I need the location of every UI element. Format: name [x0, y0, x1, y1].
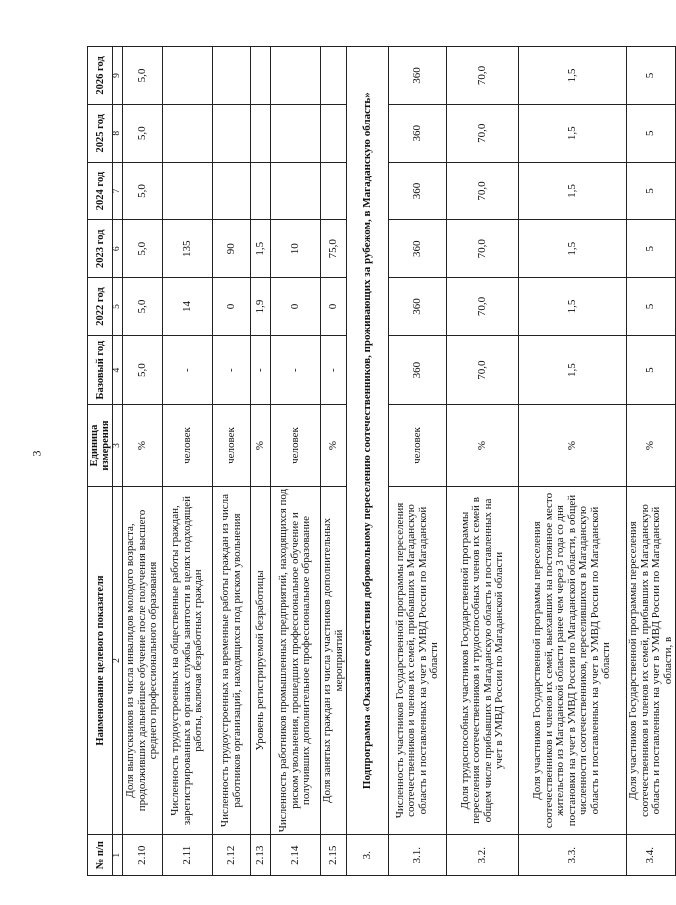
indicator-name: Доля трудоспособных участников Государственной программы переселения соотечественников и трудоспособных членов их семей в общем числе прибывших в Магаданскую область и поставленных на учет в УМВД России по Магаданской области	[447, 486, 519, 835]
value-2026	[321, 47, 347, 105]
value-2022: 1,9	[251, 278, 271, 336]
value-2024	[251, 162, 271, 220]
value-2026	[213, 47, 251, 105]
value-2024	[163, 162, 213, 220]
value-2023: 10	[271, 220, 321, 278]
header-2024: 2024 год	[88, 162, 113, 220]
column-index: 4	[113, 335, 123, 405]
unit: %	[251, 405, 271, 486]
row-num: 2.13	[251, 835, 271, 876]
unit: человек	[213, 405, 251, 486]
header-name: Наименование целевого показателя	[88, 486, 113, 835]
base-year-value: 5,0	[123, 335, 163, 405]
section-num: 3.	[347, 835, 389, 876]
section-title: Подпрограмма «Оказание содействия добровольному переселению соотечественников, проживающих за рубежом, в Магаданскую область»	[347, 47, 389, 835]
value-2026: 1,5	[519, 47, 627, 105]
unit: человек	[271, 405, 321, 486]
header-base: Базовый год	[88, 335, 113, 405]
row-num: 3.1.	[389, 835, 447, 876]
header-2025: 2025 год	[88, 104, 113, 162]
row-num: 2.11	[163, 835, 213, 876]
value-2024	[321, 162, 347, 220]
value-2026: 5,0	[123, 47, 163, 105]
value-2026: 70,0	[447, 47, 519, 105]
row-num: 3.2.	[447, 835, 519, 876]
value-2023: 70,0	[447, 220, 519, 278]
unit: %	[519, 405, 627, 486]
row-num: 3.3.	[519, 835, 627, 876]
column-index: 9	[113, 47, 123, 105]
indicators-table	[87, 46, 676, 876]
value-2022: 5,0	[123, 278, 163, 336]
value-2025: 70,0	[447, 104, 519, 162]
base-year-value: 70,0	[447, 335, 519, 405]
unit: человек	[163, 405, 213, 486]
column-index: 1	[113, 835, 123, 876]
value-2024	[213, 162, 251, 220]
value-2025	[321, 104, 347, 162]
value-2023: 5	[627, 220, 676, 278]
value-2022: 0	[213, 278, 251, 336]
column-index: 6	[113, 220, 123, 278]
base-year-value: -	[163, 335, 213, 405]
value-2023: 360	[389, 220, 447, 278]
value-2025: 5,0	[123, 104, 163, 162]
table-row	[627, 47, 676, 876]
value-2025: 360	[389, 104, 447, 162]
section-row	[347, 47, 389, 876]
value-2024: 1,5	[519, 162, 627, 220]
header-2026: 2026 год	[88, 47, 113, 105]
table-row	[321, 47, 347, 876]
value-2022: 70,0	[447, 278, 519, 336]
unit: %	[627, 405, 676, 486]
value-2024: 70,0	[447, 162, 519, 220]
unit: %	[321, 405, 347, 486]
rows-group-a	[123, 47, 347, 876]
value-2025	[213, 104, 251, 162]
value-2024: 360	[389, 162, 447, 220]
base-year-value: -	[321, 335, 347, 405]
indicators-table-container	[87, 46, 674, 876]
value-2023: 5,0	[123, 220, 163, 278]
value-2022: 360	[389, 278, 447, 336]
row-num: 2.12	[213, 835, 251, 876]
table-row	[519, 47, 627, 876]
table-row	[123, 47, 163, 876]
value-2022: 1,5	[519, 278, 627, 336]
base-year-value: -	[271, 335, 321, 405]
indicator-name: Численность участников Государственной программы переселения соотечественников и членов их семей, прибывших в Магаданскую область и поставленных на учет в УМВД России по Магаданской области	[389, 486, 447, 835]
row-num: 2.10	[123, 835, 163, 876]
unit: %	[123, 405, 163, 486]
base-year-value: 1,5	[519, 335, 627, 405]
value-2022: 0	[321, 278, 347, 336]
rows-group-b	[389, 47, 676, 876]
value-2022: 5	[627, 278, 676, 336]
value-2026	[271, 47, 321, 105]
header-row	[88, 47, 113, 876]
indicator-name: Доля выпускников из числа инвалидов молодого возраста, продолживших дальнейшее обучение после получения высшего среднего профессионального образования	[123, 486, 163, 835]
column-index-row	[113, 47, 123, 876]
indicator-name: Численность работников промышленных предприятий, находящихся под риском увольнения, прошедших профессиональное обучение и получивших дополнительное профессиональное образование	[271, 486, 321, 835]
indicator-name: Доля участников Государственной программы переселения соотечественников и членов их семей, выехавших на постоянное место жительство из Магаданской области ранее чем через 3 года со дня постановки на учет в УМВД России по Магаданской области, в общей численности соотечественников, переселившихся в Магаданскую область и поставленных на учет в УМВД России по Магаданской области	[519, 486, 627, 835]
row-num: 2.15	[321, 835, 347, 876]
row-num: 3.4.	[627, 835, 676, 876]
value-2024: 5	[627, 162, 676, 220]
column-index: 8	[113, 104, 123, 162]
value-2026	[251, 47, 271, 105]
value-2023: 75,0	[321, 220, 347, 278]
value-2023: 135	[163, 220, 213, 278]
value-2026	[163, 47, 213, 105]
unit: %	[447, 405, 519, 486]
table-row	[251, 47, 271, 876]
indicator-name: Численность трудоустроенных на временные работы граждан из числа работников организаций, находящихся под риском увольнения	[213, 486, 251, 835]
base-year-value: -	[251, 335, 271, 405]
value-2026: 360	[389, 47, 447, 105]
unit: человек	[389, 405, 447, 486]
value-2025: 1,5	[519, 104, 627, 162]
indicator-name: Численность трудоустроенных на общественные работы граждан, зарегистрированных в органах службы занятости в целях подходящей работы, включая безработных граждан	[163, 486, 213, 835]
table-row	[213, 47, 251, 876]
value-2025	[163, 104, 213, 162]
indicator-name: Уровень регистрируемой безработицы	[251, 486, 271, 835]
column-index: 5	[113, 278, 123, 336]
column-index: 3	[113, 405, 123, 486]
table-row	[389, 47, 447, 876]
value-2025: 5	[627, 104, 676, 162]
page-number: 3	[29, 450, 44, 457]
indicator-name: Доля участников Государственной программы переселения соотечественников и членов их семей, прибывших в Магаданскую область и поставленных на учет в УМВД России по Магаданской области, в	[627, 486, 676, 835]
value-2025	[271, 104, 321, 162]
base-year-value: 5	[627, 335, 676, 405]
header-unit: Единица измерения	[88, 405, 113, 486]
value-2024	[271, 162, 321, 220]
row-num: 2.14	[271, 835, 321, 876]
column-index: 7	[113, 162, 123, 220]
table-row	[271, 47, 321, 876]
value-2025	[251, 104, 271, 162]
table-row	[163, 47, 213, 876]
header-num: № п/п	[88, 835, 113, 876]
indicator-name: Доля занятых граждан из числа участников дополнительных мероприятий	[321, 486, 347, 835]
value-2022: 14	[163, 278, 213, 336]
column-index: 2	[113, 486, 123, 835]
value-2024: 5,0	[123, 162, 163, 220]
value-2022: 0	[271, 278, 321, 336]
base-year-value: -	[213, 335, 251, 405]
header-2022: 2022 год	[88, 278, 113, 336]
base-year-value: 360	[389, 335, 447, 405]
value-2023: 90	[213, 220, 251, 278]
table-row	[447, 47, 519, 876]
value-2023: 1,5	[519, 220, 627, 278]
header-2023: 2023 год	[88, 220, 113, 278]
value-2026: 5	[627, 47, 676, 105]
value-2023: 1,5	[251, 220, 271, 278]
